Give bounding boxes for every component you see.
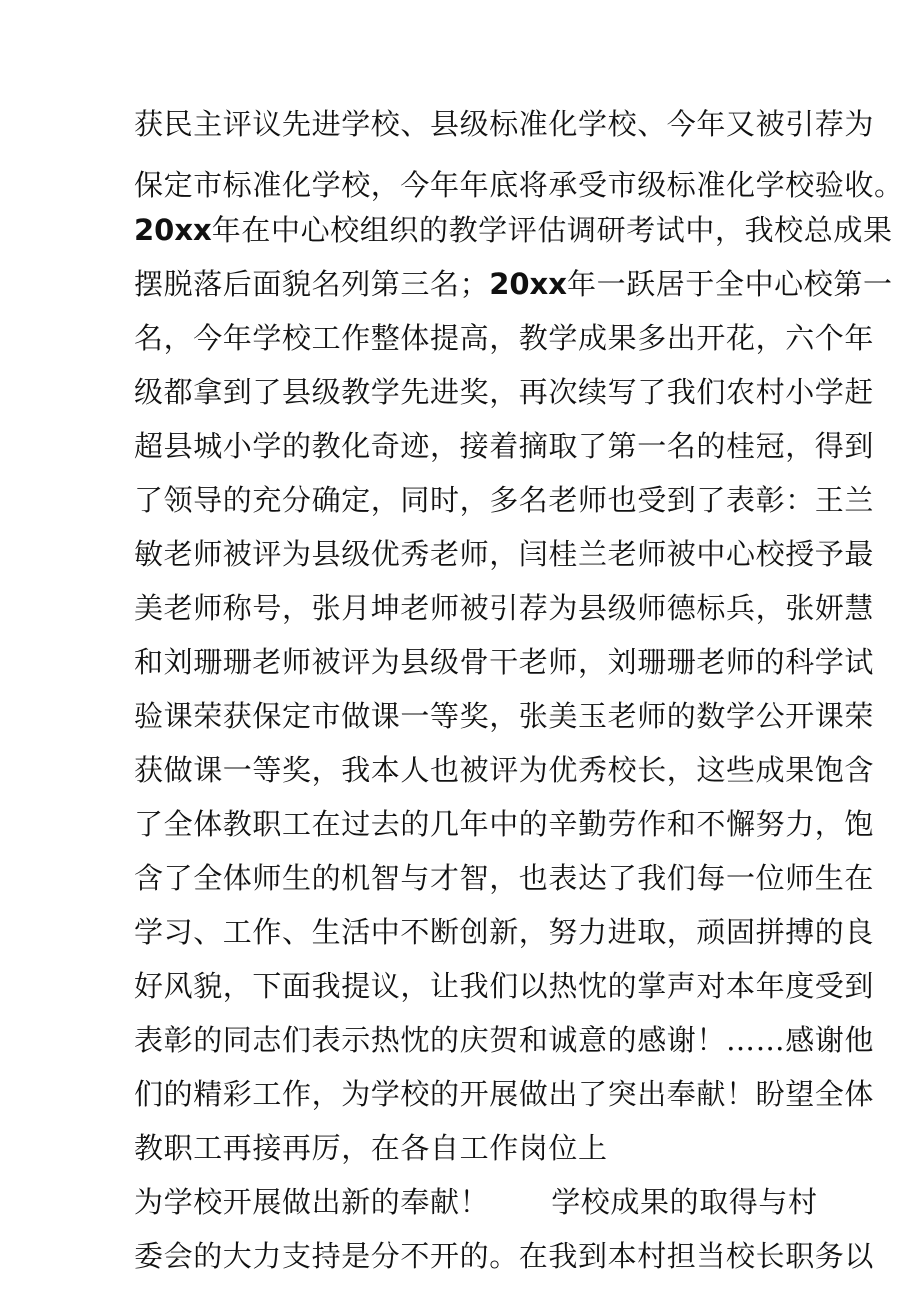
text-segment: 年一跃居于全中心校第一 xyxy=(566,267,893,301)
text-line: 和刘珊珊老师被评为县级骨干老师，刘珊珊老师的科学试 xyxy=(134,645,875,679)
text-line: 美老师称号，张月坤老师被引荐为县级师德标兵，张妍慧 xyxy=(134,591,875,625)
year-text: 20xx xyxy=(489,267,567,301)
text-line: 获做课一等奖，我本人也被评为优秀校长，这些成果饱含 xyxy=(134,753,875,787)
text-segment: 为学校开展做出新的奉献！ xyxy=(134,1185,490,1219)
year-text: 20xx xyxy=(134,213,212,247)
text-line: 委会的大力支持是分不开的。在我到本村担当校长职务以 xyxy=(134,1239,875,1273)
text-line: 们的精彩工作，为学校的开展做出了突出奉献！盼望全体 xyxy=(134,1077,875,1111)
text-line: 级都拿到了县级教学先进奖，再次续写了我们农村小学赶 xyxy=(134,375,875,409)
text-line: 含了全体师生的机智与才智，也表达了我们每一位师生在 xyxy=(134,861,875,895)
text-line xyxy=(134,210,893,250)
text-line: 验课荣获保定市做课一等奖，张美玉老师的数学公开课荣 xyxy=(134,699,875,733)
text-line: 了全体教职工在过去的几年中的辛勤劳作和不懈努力，饱 xyxy=(134,807,875,841)
text-line xyxy=(134,264,893,304)
text-segment: 摆脱落后面貌名列第三名； xyxy=(134,267,490,301)
text-line: 名，今年学校工作整体提高，教学成果多出开花，六个年 xyxy=(134,321,875,355)
text-segment: 年在中心校组织的教学评估调研考试中，我校总成果 xyxy=(211,213,893,247)
text-line: 了领导的充分确定，同时，多名老师也受到了表彰：王兰 xyxy=(134,483,875,517)
text-line: 超县城小学的教化奇迹，接着摘取了第一名的桂冠，得到 xyxy=(134,429,875,463)
text-line: 保定市标准化学校，今年年底将承受市级标准化学校验收。 xyxy=(134,168,904,202)
text-line: 好风貌，下面我提议，让我们以热忱的掌声对本年度受到 xyxy=(134,969,875,1003)
text-line xyxy=(134,1182,818,1222)
text-line: 学习、工作、生活中不断创新，努力进取，顽固拼搏的良 xyxy=(134,915,875,949)
text-line: 获民主评议先进学校、县级标准化学校、今年又被引荐为 xyxy=(134,107,875,141)
text-line: 教职工再接再厉，在各自工作岗位上 xyxy=(134,1131,608,1165)
text-line: 表彰的同志们表示热忱的庆贺和诚意的感谢！……感谢他 xyxy=(134,1023,875,1057)
text-segment: 学校成果的取得与村 xyxy=(551,1185,818,1219)
text-line: 敏老师被评为县级优秀老师，闫桂兰老师被中心校授予最 xyxy=(134,537,875,571)
